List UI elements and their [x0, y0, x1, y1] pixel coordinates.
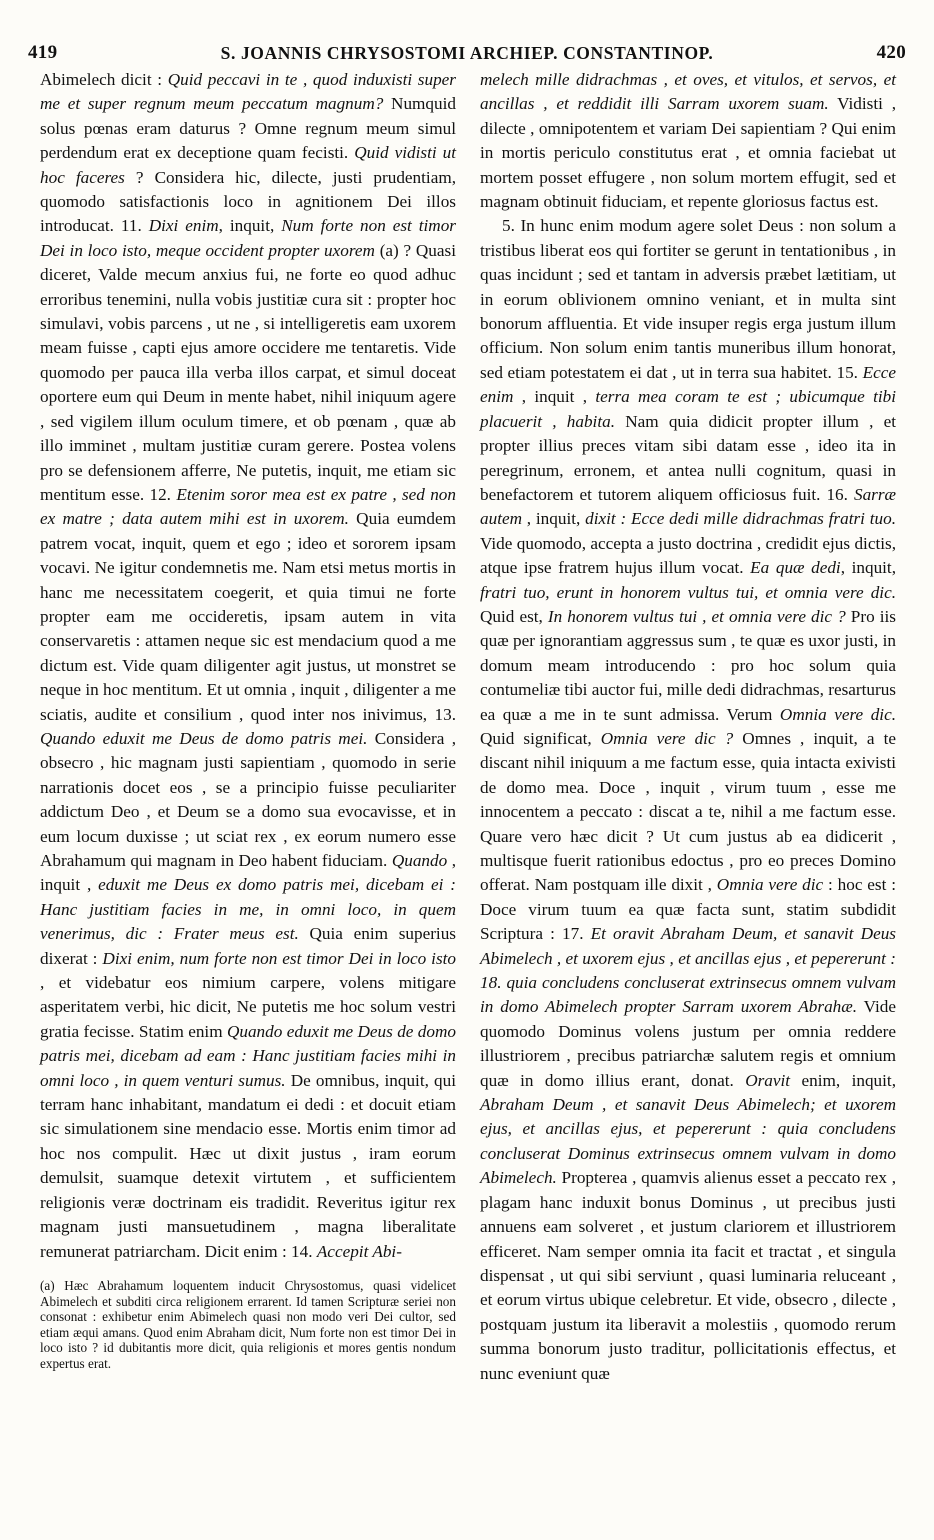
left-column-text: [40, 68, 456, 1264]
italic-quote: Quando: [391, 851, 448, 870]
text-run: Nam quia didicit propter illum , et propter illius preces vitam sibi datam esse , ideo ita in peregrinum, erronem, et antea nulli cognitum, quasi in benefactorem et tutorem aliquem officiosus fuit. 16.: [480, 411, 896, 504]
text-run: Considera , obsecro , hic magnam justi sapientiam , quomodo in serie narrationis docet eos , se a principio fuisse peculiariter addictum Deo , et Deum se a domo sua evocavisse, et in eum locum duxisse ; ut sciat rex , ex eorum numero esse Abrahamum qui magnam in Deo habent fiduciam.: [40, 728, 456, 870]
text-run: ? Considera hic, dilecte, justi prudentiam, quomodo satisfactionis loco in agnitionem Dei illos introducat. 11.: [40, 167, 456, 236]
italic-quote: melech mille didrachmas , et oves, et vitulos, et servos, et ancillas , et reddidit illi Sarram uxorem suam.: [480, 70, 896, 114]
right-column: [480, 68, 896, 1386]
text-run: Vide quomodo, accepta a justo doctrina , credidit ejus dictis, atque ipse fratrem hujus illum vocat.: [480, 533, 896, 578]
running-title: S. JOANNIS CHRYSOSTOMI ARCHIEP. CONSTANTINOP.: [220, 42, 714, 63]
paragraph: [40, 68, 456, 1264]
paragraph: [480, 214, 896, 1386]
italic-quote: Oravit: [745, 1070, 791, 1090]
text-run: Propterea , quamvis alienus esset a peccato rex , plagam hanc induxit bonus Dominus , ut precibus justi annuens eam solveret , et justum clariorem et illustriorem efficeret. Nam semper omnia ita facit et tractat , et singula dispensat , ut qui sibi serviunt , quasi luminaria reluceant , et eorum virtus ubique celebretur. Et vide, obsecro , dilecte , postquam justum ita liberavit a molestiis , quomodo rerum summa bonorum justo traditur, pollicitationis effectus, et nunc eveniunt quæ: [480, 1168, 896, 1383]
italic-quote: dixit : Ecce dedi mille didrachmas fratri tuo.: [585, 509, 896, 529]
italic-quote: Accepit Abi-: [316, 1241, 402, 1261]
italic-quote: Omnia vere dic.: [779, 704, 896, 724]
italic-quote: terra mea coram te est ; ubicumque tibi placuerit , habita.: [480, 387, 896, 431]
right-page-number: 420: [876, 42, 906, 63]
text-run: Quid est,: [480, 606, 548, 626]
italic-quote: Quando eduxit me Deus de domo patris mei, dicebam ad eam : Hanc justitiam facies mihi in omni loco , in quem venturi sumus.: [40, 1021, 456, 1090]
text-run: 5. In hunc enim modum agere solet Deus : non solum a tristibus liberat eos qui fortiter se gerunt in tentationibus , in quas incidunt ; sed et tantam in adversis præbet lætitiam, ut in eorum oblivionem omnino veniant, et in multa sint bonorum affluentia. Et vide insuper regis erga justum illum officium. Non solum enim tantis muneribus illum honorat, sed etiam potestatem ei dat , ut in terra sua habitet. 15.: [480, 216, 896, 382]
text-run: Vidisti , dilecte , omnipotentem et variam Dei sapientiam ? Qui enim in mortis periculo constitutus erat , et omnia faciebat ut mortem posset effugere , non solum mortem effugit, sed et magnam obtinuit fiduciam, et repente gloriosus factus est.: [480, 94, 896, 212]
italic-quote: Quid vidisti ut hoc faceres: [40, 143, 456, 187]
italic-quote: Omnia vere dic ?: [600, 728, 734, 748]
text-run: (a) ? Quasi diceret, Valde mecum anxius fui, ne forte eo quod adhuc erroribus tenemini, nulla vobis justitiæ cura sit : propter hoc simulavi, vobis parcens , ut ne , si intelligeretis eam uxorem meam fuisse , capti ejus amore occidere me tentaretis. Vide quomodo per pauca illa verba illos carpat, et simul doceat oportere eum qui Deum in mente habet, nihil iniquum agere , sed vigilem illum oculum timere, et ob pœnam , quæ ab illo imminet , multam justitiæ curam gerere. Postea volens pro se defensionem afferre, Ne putetis, inquit, me etiam sic mentitum esse. 12.: [40, 240, 456, 504]
text-run: enim, inquit,: [790, 1070, 896, 1090]
left-column: [40, 68, 456, 1371]
text-run: Quid significat,: [480, 728, 601, 748]
italic-quote: Num forte non est timor Dei in loco isto, meque occident propter uxorem: [40, 216, 456, 260]
italic-quote: In honorem vultus tui , et omnia vere dic ?: [547, 606, 846, 626]
footnote: [40, 1278, 456, 1372]
text-run: Pro iis quæ per ignorantiam aggressus sum , te quæ es uxor justi, in domum meam introducendo : pro hoc solum quia contumeliæ tibi auctor fui, mille dedi didrachmas, resarturus ea quæ a me in te sunt admissa. Verum: [480, 606, 896, 724]
text-run: Numquid solus pœnas eram daturus ? Omne regnum meum simul perdendum erat ex deceptione quam fecisti.: [40, 94, 456, 163]
text-run: Abimelech dicit :: [40, 70, 168, 89]
running-header: [28, 38, 906, 68]
right-column-text: [480, 68, 896, 1386]
italic-quote: Ea quæ dedi: [750, 558, 841, 578]
italic-quote: Etenim soror mea est ex patre , sed non ex matre ; data autem mihi est in uxorem.: [40, 484, 456, 529]
text-run: , inquit,: [522, 509, 586, 529]
italic-quote: eduxit me Deus ex domo patris mei, dicebam ei : Hanc justitiam facies in me, in omni loco, in quem venerimus, dic : Frater meus est.: [40, 875, 456, 944]
text-run: : hoc est : Doce virum tuum ea quæ facta sunt, statim subdidit Scriptura : 17.: [480, 875, 896, 944]
text-run: Quia eumdem patrem vocat, inquit, quem et ego ; ideo et sororem ipsam vocavi. Ne igitur condemnetis me. Nam etsi metus mortis in hanc me necessitatem coegerit, et quia timui ne forte propter eam me occideretis, ipsam autem in vita conservaretis : attamen neque sic est mendacium quod a me dictum est. Vide quam diligenter agit justus, ut monstret se neque in hoc mentitum. Et ut omnia , inquit , diligenter a me sciatis, audite et consilium , quod inter nos inivimus, 13.: [40, 509, 456, 724]
italic-quote: Dixi enim: [148, 216, 219, 236]
text-run: Omnes , inquit, a te discant nihil iniquum a me factum esse, quia intacta exivisti de domo mea. Doce , inquit , virum tuum , esse me innocentem a peccato : discat a te, nihil a me factum esse. Quare vero hæc dicit ? Ut cum justus ab ea didicerit , multisque fuerit rationibus edoctus , pro eo preces Domino offerat. Nam postquam ille dixit ,: [480, 728, 896, 895]
text-run: Vide quomodo Dominus volens justum per omnia reddere illustriorem , precibus patriarchæ salutem regis et omnium quæ in domo illius erant, donat.: [480, 997, 896, 1090]
text-run: , inquit ,: [513, 387, 596, 407]
italic-quote: Ecce enim: [480, 362, 896, 407]
left-page-number: 419: [28, 42, 58, 63]
italic-quote: Omnia vere dic: [716, 875, 824, 895]
italic-quote: Et oravit Abraham Deum, et sanavit Deus Abimelech , et uxorem ejus , et ancillas ejus , et pepererunt : 18. quia concludens concluserat extrinsecus omnem vulvam in domo Abimelech propter Sarram uxorem Abrahæ.: [480, 924, 896, 1017]
italic-quote: Quando eduxit me Deus de domo patris mei.: [40, 728, 368, 748]
text-run: , inquit,: [218, 216, 282, 236]
footnote-text: (a) Hæc Abrahamum loquentem inducit Chrysostomus, quasi videlicet Abimelech et subditi circa religionem errarent. Id tamen Scripturæ seriei non consonat : exhibetur enim Abimelech quasi non modo veri Dei cultor, sed etiam æqui amans. Quod enim Abraham dicit, Num forte non est timor Dei in loco isto ? id dubitantis more dicit, quia religionis et mores gentis nondum expertus erat.: [40, 1277, 456, 1371]
italic-quote: Sarræ autem: [480, 484, 896, 529]
paragraph: [480, 68, 896, 214]
text-run: Quia enim superius dixerat :: [40, 924, 456, 968]
italic-quote: Abraham Deum , et sanavit Deus Abimelech; et uxorem ejus, et ancillas ejus, et pepererunt : quia concludens concluserat Dominus extrinsecus omnem vulvam in domo Abimelech.: [480, 1095, 896, 1188]
text-run: , inquit,: [840, 558, 897, 578]
italic-quote: Dixi enim, num forte non est timor Dei in loco isto: [102, 948, 456, 968]
text-run: , et videbatur eos nimium carpere, volens mitigare asperitatem verbi, hic dicit, Ne putetis me hoc solum vestri gratia fecisse. Statim enim: [40, 973, 456, 1041]
italic-quote: fratri tuo, erunt in honorem vultus tui, et omnia vere dic.: [480, 582, 896, 602]
italic-quote: Quid peccavi in te , quod induxisti super me et super regnum meum peccatum magnum?: [40, 70, 456, 114]
text-run: De omnibus, inquit, qui terram hanc inhabitant, mandatum ei dedi : et docuit etiam sic simulationem sine mendacio esse. Mortis enim timor ad hoc nos compulit. Hæc ut dixit justus , iram eorum demulsit, suamque detexit virtutem , et sufficientem religionis veræ doctrinam eis tradidit. Reveritus igitur rex magnam justi mansuetudinem , magna liberalitate remunerat patriarcham. Dicit enim : 14.: [40, 1070, 456, 1261]
text-run: , inquit ,: [40, 851, 457, 895]
